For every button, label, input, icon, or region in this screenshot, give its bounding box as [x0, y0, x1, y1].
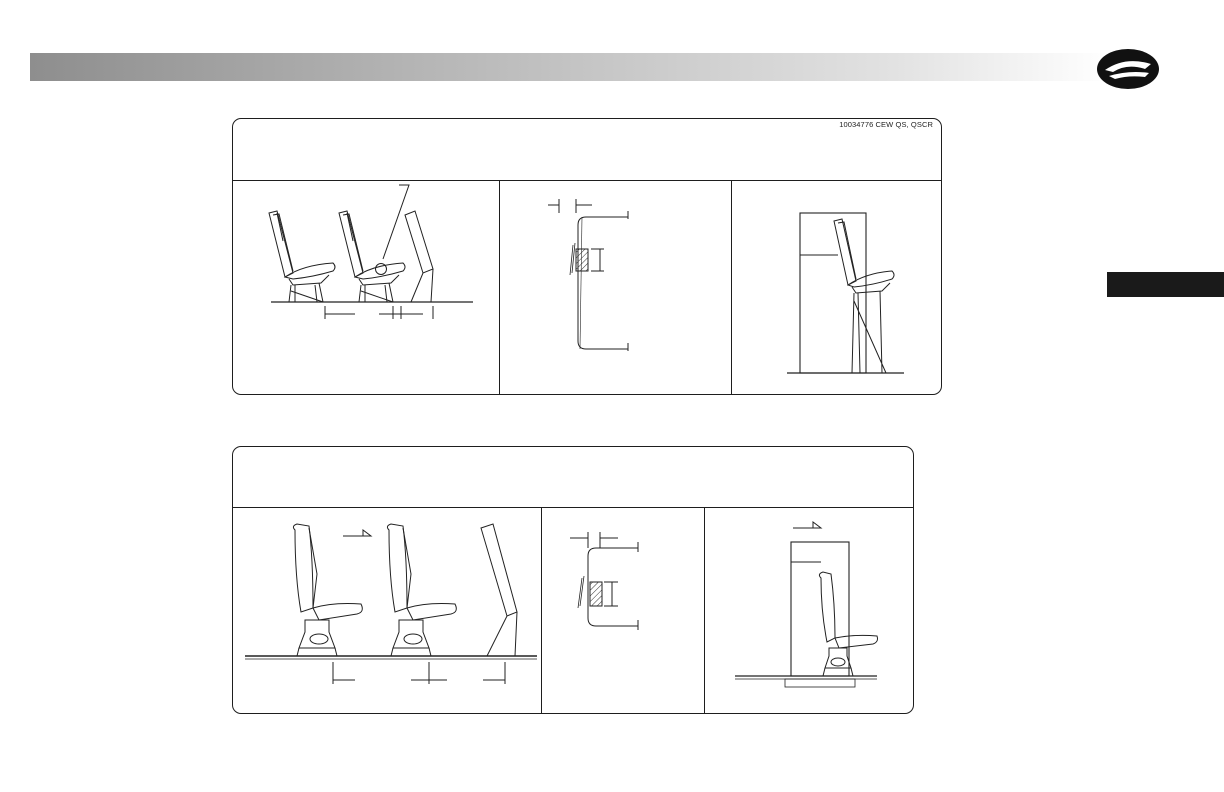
- seat-spacing-panel-top: [232, 118, 942, 395]
- belt-clearance-detail: [500, 181, 731, 395]
- brand-logo-icon: [1095, 46, 1161, 92]
- dimension-lines: [333, 662, 505, 684]
- seat-illustration: [269, 211, 335, 302]
- partition-panel-illustration: [481, 524, 517, 656]
- dimension-lines: [325, 306, 433, 319]
- part-number-label: 10034776 CEW QS, QSCR: [839, 120, 933, 129]
- wall-clearance-view: [732, 181, 942, 395]
- pedestal-seat-illustration: [387, 524, 456, 656]
- seat-row-side-view: [233, 181, 499, 395]
- pedestal-seat-row-side-view: [233, 508, 541, 714]
- chapter-tab: [1107, 272, 1224, 297]
- direction-arrow-icon: [343, 530, 371, 536]
- panel-caption-area: [233, 119, 941, 181]
- direction-arrow-icon: [793, 522, 821, 528]
- panel-caption-area: [233, 447, 913, 509]
- callout-circle: [376, 264, 387, 275]
- header-gradient-bar: [30, 53, 1110, 81]
- pedestal-seat-illustration: [293, 524, 362, 656]
- belt-clearance-detail: [542, 508, 704, 714]
- callout-leader: [383, 185, 409, 259]
- pedestal-wall-clearance-view: [705, 508, 913, 714]
- partition-panel-illustration: [405, 211, 433, 302]
- seat-spacing-panel-bottom: [232, 446, 914, 714]
